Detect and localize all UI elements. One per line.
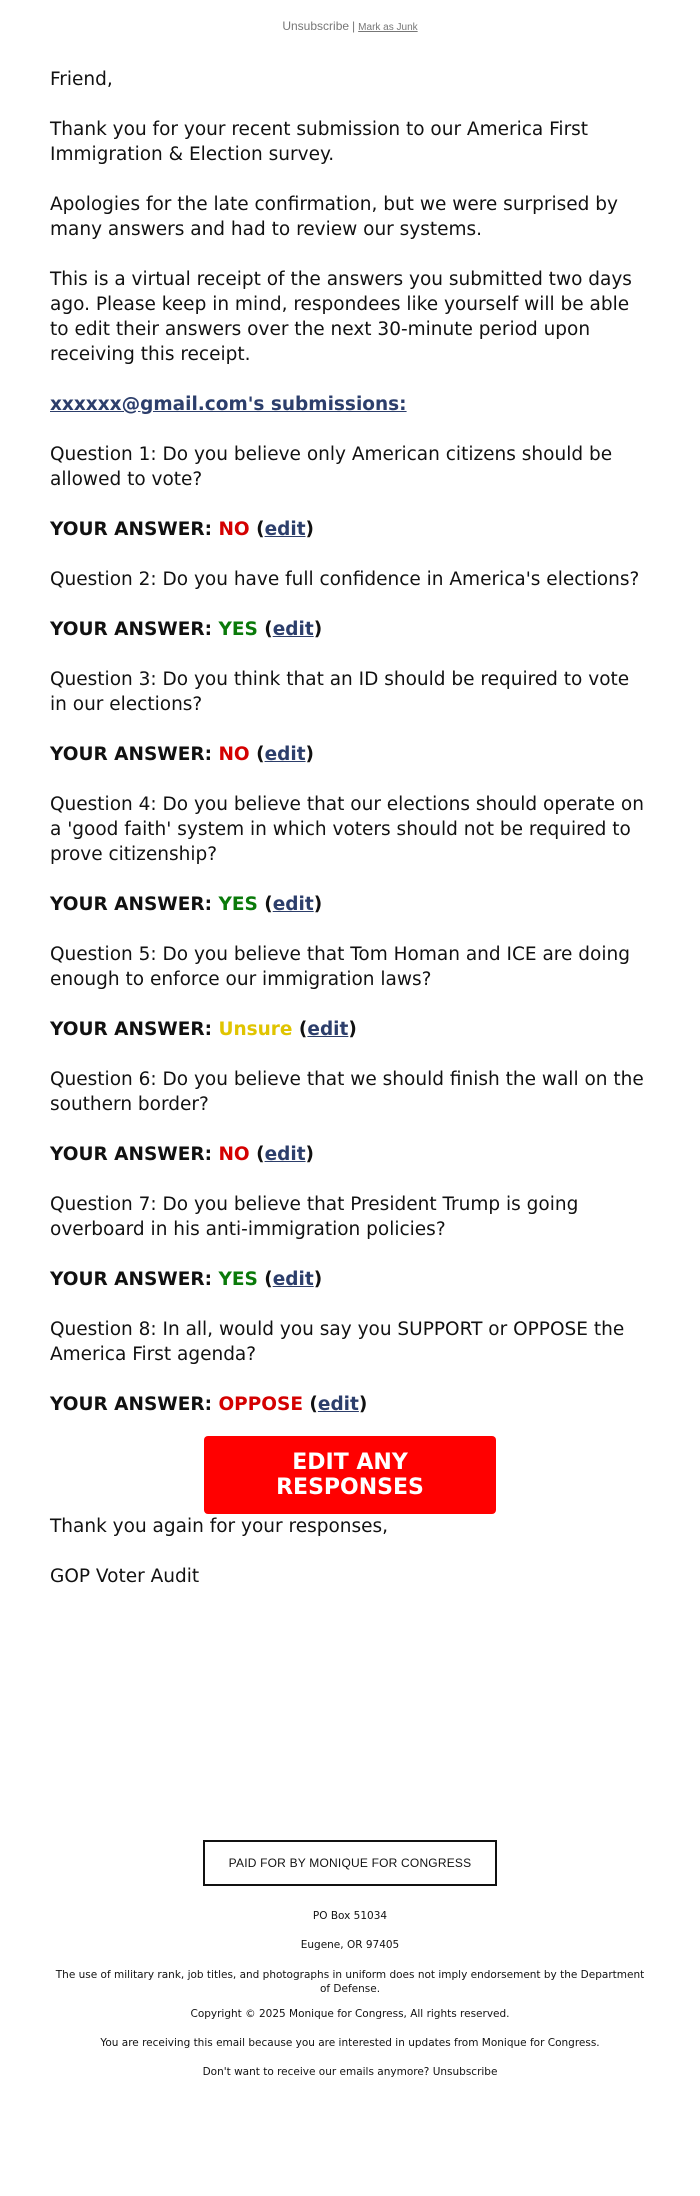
answer-label: YOUR ANSWER: — [50, 1019, 212, 1040]
answer-label: YOUR ANSWER: — [50, 619, 212, 640]
answer-value: YES — [218, 619, 258, 640]
paid-for-disclaimer-box: PAID FOR BY MONIQUE FOR CONGRESS — [203, 1840, 497, 1886]
answer-value: YES — [218, 1269, 258, 1290]
email-footer — [0, 1840, 700, 2078]
closing-line: Thank you again for your responses, — [50, 1516, 389, 1537]
answer-2: YOUR ANSWER: YES (edit) — [50, 619, 323, 640]
submissions-heading[interactable]: xxxxxx@gmail.com's submissions: — [50, 394, 407, 415]
question-3: Question 3: Do you think that an ID should be required to vote in our elections? — [50, 669, 630, 715]
answer-label: YOUR ANSWER: — [50, 519, 212, 540]
answer-value: OPPOSE — [218, 1394, 303, 1415]
edit-link-2[interactable]: edit — [272, 619, 314, 640]
edit-responses-button[interactable]: EDIT ANY RESPONSES — [204, 1436, 496, 1514]
edit-link-8[interactable]: edit — [317, 1394, 359, 1415]
answer-6: YOUR ANSWER: NO (edit) — [50, 1144, 315, 1165]
email-header-links — [0, 0, 700, 33]
answer-value: NO — [218, 744, 250, 765]
answer-value: NO — [218, 1144, 250, 1165]
answer-4: YOUR ANSWER: YES (edit) — [50, 894, 323, 915]
footer-address-line1: PO Box 51034 — [312, 1910, 388, 1922]
answer-1: YOUR ANSWER: NO (edit) — [50, 519, 315, 540]
edit-link-4[interactable]: edit — [272, 894, 314, 915]
answer-7: YOUR ANSWER: YES (edit) — [50, 1269, 323, 1290]
footer-copyright: Copyright © 2025 Monique for Congress, All rights reserved. — [190, 2008, 510, 2020]
footer-address-line2: Eugene, OR 97405 — [300, 1939, 400, 1951]
edit-link-6[interactable]: edit — [264, 1144, 306, 1165]
receipt-paragraph: This is a virtual receipt of the answers you submitted two days ago. Please keep in mind, respondees like yourself will be able to edit their answers over the next 30-minute period upon receiving this receipt. — [50, 269, 632, 365]
signature: GOP Voter Audit — [50, 1566, 200, 1587]
footer-reason: You are receiving this email because you are interested in updates from Monique for Congress. — [100, 2037, 600, 2049]
answer-value: YES — [218, 894, 258, 915]
mark-as-junk-link[interactable]: Mark as Junk — [358, 22, 418, 33]
footer-dod-disclaimer: The use of military rank, job titles, and photographs in uniform does not imply endorsement by the Department of Defense. — [55, 1969, 645, 1995]
answer-label: YOUR ANSWER: — [50, 744, 212, 765]
question-7: Question 7: Do you believe that President Trump is going overboard in his anti-immigration policies? — [50, 1194, 579, 1240]
question-6: Question 6: Do you believe that we should finish the wall on the southern border? — [50, 1069, 644, 1115]
intro-paragraph: Thank you for your recent submission to our America First Immigration & Election survey. — [50, 119, 589, 165]
footer-unsubscribe-link[interactable]: Don't want to receive our emails anymore? Unsubscribe — [202, 2066, 498, 2078]
greeting: Friend, — [50, 69, 113, 90]
answer-label: YOUR ANSWER: — [50, 1144, 212, 1165]
answer-label: YOUR ANSWER: — [50, 1269, 212, 1290]
answer-value: NO — [218, 519, 250, 540]
answer-label: YOUR ANSWER: — [50, 1394, 212, 1415]
edit-link-5[interactable]: edit — [307, 1019, 349, 1040]
header-separator: | — [352, 19, 356, 33]
answer-3: YOUR ANSWER: NO (edit) — [50, 744, 315, 765]
unsubscribe-link[interactable]: Unsubscribe — [282, 19, 350, 33]
apology-paragraph: Apologies for the late confirmation, but we were surprised by many answers and had to review our systems. — [50, 194, 618, 240]
answer-label: YOUR ANSWER: — [50, 894, 212, 915]
email-body — [0, 67, 700, 1589]
answer-5: YOUR ANSWER: Unsure (edit) — [50, 1019, 357, 1040]
edit-link-7[interactable]: edit — [272, 1269, 314, 1290]
question-5: Question 5: Do you believe that Tom Homan and ICE are doing enough to enforce our immigration laws? — [50, 944, 630, 990]
question-1: Question 1: Do you believe only American citizens should be allowed to vote? — [50, 444, 613, 490]
question-8: Question 8: In all, would you say you SUPPORT or OPPOSE the America First agenda? — [50, 1319, 625, 1365]
question-4: Question 4: Do you believe that our elections should operate on a 'good faith' system in which voters should not be required to prove citizenship? — [50, 794, 644, 865]
answer-8: YOUR ANSWER: OPPOSE (edit) — [50, 1394, 368, 1415]
answer-value: Unsure — [218, 1019, 293, 1040]
question-2: Question 2: Do you have full confidence in America's elections? — [50, 569, 640, 590]
edit-link-3[interactable]: edit — [264, 744, 306, 765]
edit-link-1[interactable]: edit — [264, 519, 306, 540]
cta-wrapper — [50, 1436, 650, 1514]
